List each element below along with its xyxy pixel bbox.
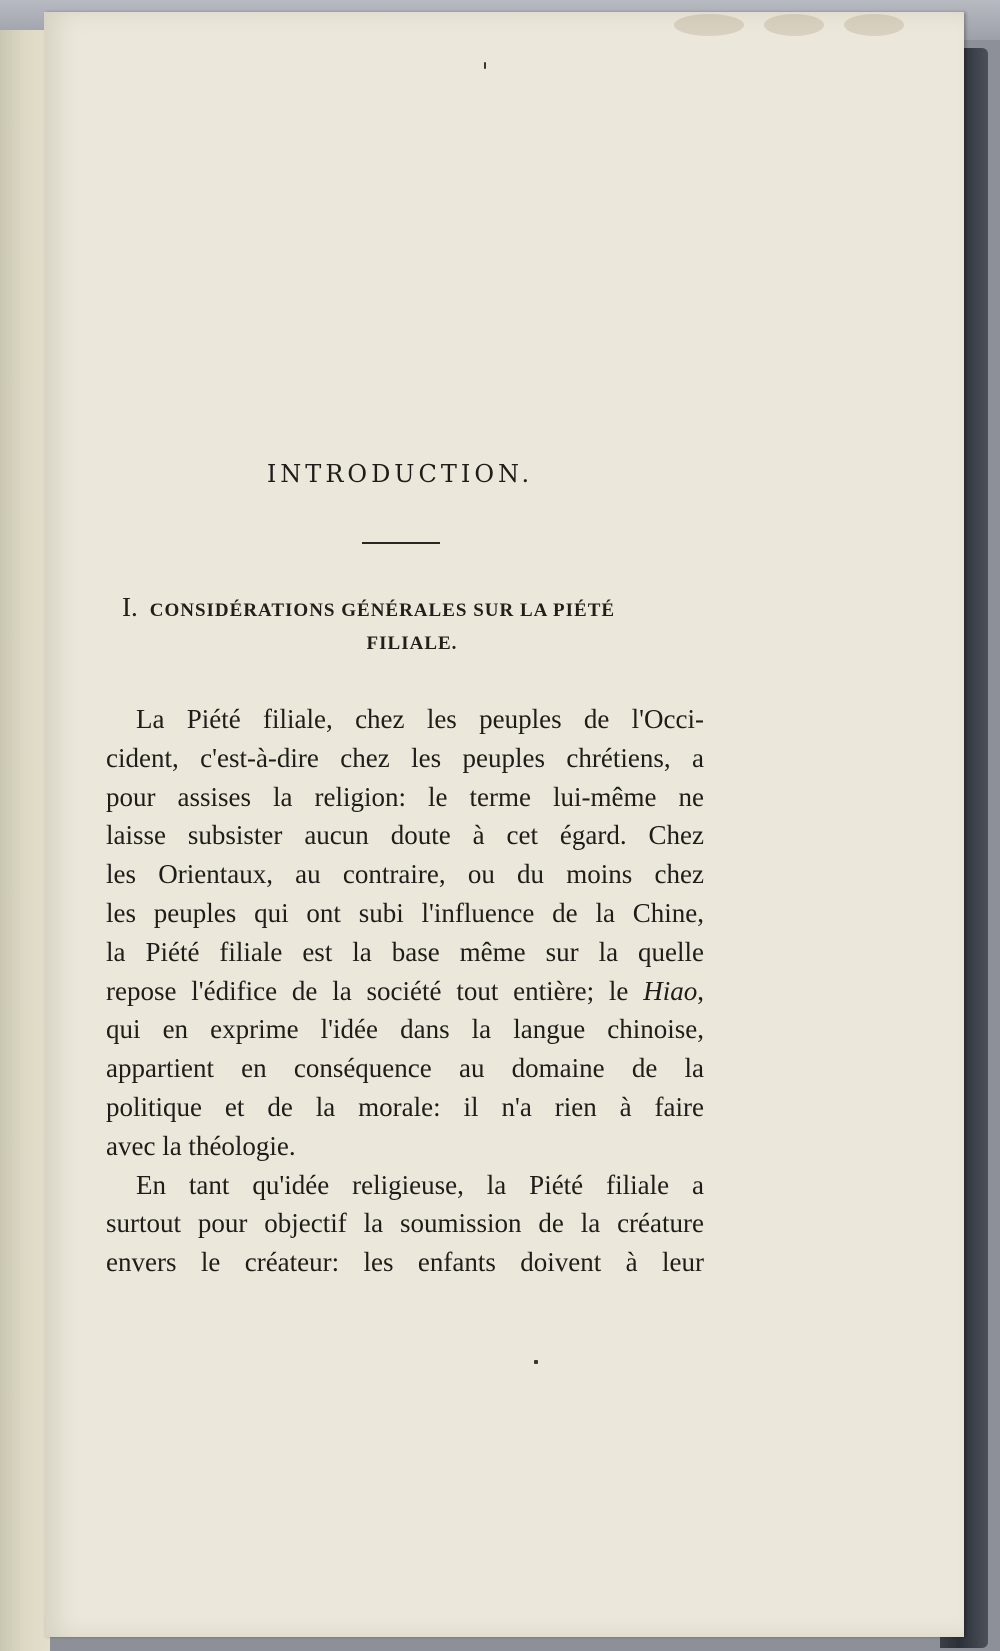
text-line: cident, c'est-à-dire chez les peuples chrétiens, a	[106, 742, 704, 773]
text-line: politique et de la morale: il n'a rien à faire	[106, 1091, 704, 1122]
section-heading-line1: CONSIDÉRATIONS GÉNÉRALES SUR LA PIÉTÉ	[149, 600, 616, 621]
text-line: laisse subsister aucun doute à cet égard. Chez	[106, 820, 704, 851]
page-title: INTRODUCTION.	[266, 460, 534, 488]
page-stain	[844, 14, 904, 36]
text-line: les Orientaux, au contraire, ou du moins chez	[106, 859, 704, 890]
punctuation: ,	[697, 975, 704, 1006]
italic-term: Hiao	[643, 975, 698, 1006]
ink-speck	[534, 1360, 538, 1364]
text-line: les peuples qui ont subi l'influence de la Chine,	[106, 897, 704, 928]
text-line: La Piété filiale, chez les peuples de l'Occi-	[136, 704, 704, 734]
text-line: appartient en conséquence au domaine de la	[106, 1053, 704, 1084]
text-line: surtout pour objectif la soumission de la créature	[106, 1208, 704, 1239]
text-line: repose l'édifice de la société tout entière; le	[106, 975, 629, 1006]
text-line-with-italic	[106, 972, 704, 1011]
page-stain	[764, 14, 824, 36]
ink-speck	[484, 62, 486, 69]
title-divider	[362, 542, 440, 544]
section-heading	[122, 592, 702, 655]
text-line: qui en exprime l'idée dans la langue chinoise,	[106, 1014, 704, 1045]
text-line: avec la théologie.	[106, 1130, 296, 1161]
body-text	[106, 700, 704, 1282]
text-line: pour assises la religion: le terme lui-même ne	[106, 781, 704, 812]
left-page-edge	[0, 30, 50, 1651]
page-stain	[674, 14, 744, 36]
text-line: En tant qu'idée religieuse, la Piété filiale a	[136, 1169, 704, 1200]
text-line: envers le créateur: les enfants doivent à leur	[106, 1247, 704, 1278]
section-number: I.	[122, 592, 138, 622]
section-heading-line2: FILIALE.	[366, 633, 458, 654]
text-line: la Piété filiale est la base même sur la quelle	[106, 936, 704, 967]
